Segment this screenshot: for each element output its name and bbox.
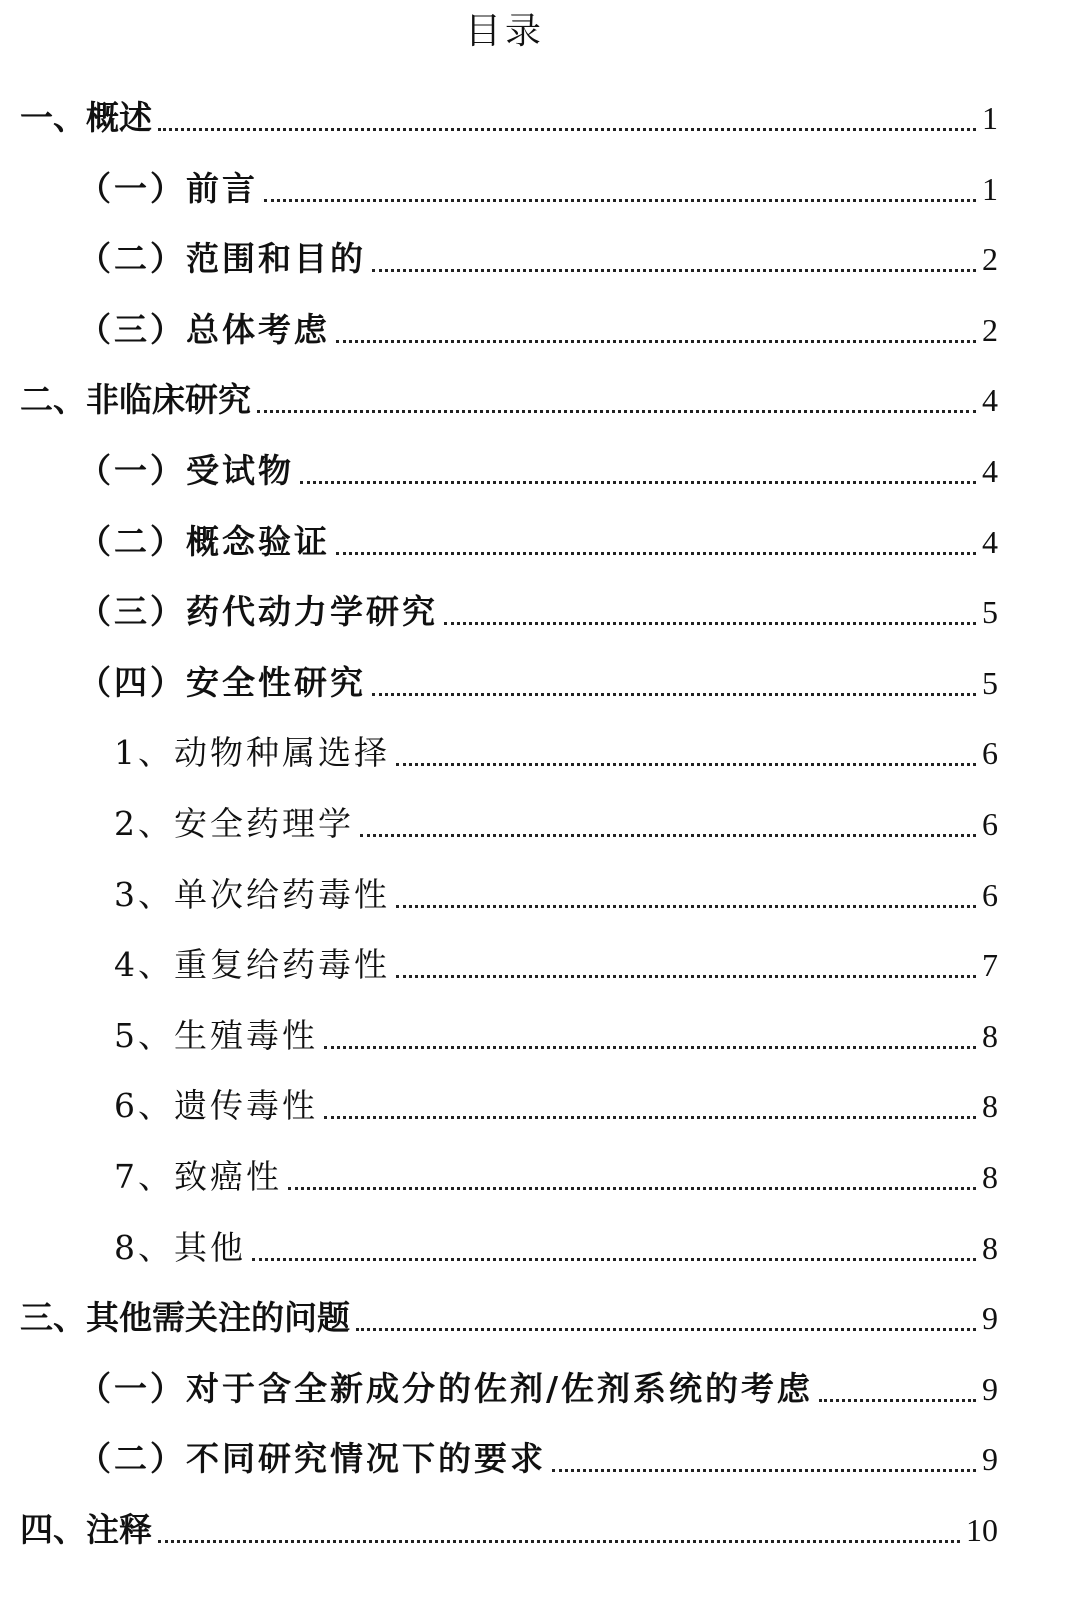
toc-entry-label: （一）受试物 — [78, 451, 294, 490]
toc-dot-leader — [288, 1187, 976, 1190]
toc-entry[interactable] — [0, 155, 998, 211]
toc-page-number: 8 — [982, 1159, 998, 1195]
toc-entry[interactable] — [0, 1355, 998, 1411]
toc-page-number: 1 — [982, 170, 998, 207]
toc-entry-label: （一）对于含全新成分的佐剂/佐剂系统的考虑 — [78, 1368, 814, 1408]
toc-entry-label: 二、非临床研究 — [20, 380, 251, 420]
toc-page-number: 5 — [982, 664, 998, 701]
toc-dot-leader — [158, 1540, 960, 1543]
toc-dot-leader — [396, 763, 976, 766]
toc-dot-leader — [819, 1399, 976, 1402]
toc-page-number: 8 — [982, 1088, 998, 1125]
toc-dot-leader — [552, 1469, 976, 1472]
toc-page-number: 4 — [982, 523, 998, 560]
toc-entry[interactable] — [0, 1284, 998, 1340]
toc-entry-label: 2、安全药理学 — [114, 804, 354, 843]
toc-entry-label: （一）前言 — [78, 168, 258, 208]
toc-page-number: 1 — [982, 100, 998, 136]
toc-page-number: 2 — [982, 241, 998, 278]
toc-entry-label: 6、遗传毒性 — [114, 1086, 318, 1126]
toc-dot-leader — [444, 622, 976, 625]
toc-entry-label: （二）不同研究情况下的要求 — [78, 1439, 546, 1479]
toc-dot-leader — [356, 1328, 976, 1331]
toc-entry[interactable] — [0, 578, 998, 634]
toc-page-number: 8 — [982, 1229, 998, 1266]
toc-entry[interactable] — [0, 1425, 998, 1481]
toc-entry[interactable] — [0, 366, 998, 422]
toc-entry[interactable] — [0, 296, 998, 352]
toc-entry-label: 8、其他 — [114, 1227, 246, 1267]
toc-dot-leader — [396, 905, 976, 908]
toc-dot-leader — [264, 199, 976, 202]
toc-dot-leader — [372, 693, 976, 696]
toc-page-number: 8 — [982, 1017, 998, 1054]
toc-page-number: 9 — [982, 1370, 998, 1407]
toc-title: 目录 — [464, 11, 545, 52]
toc-page-number: 9 — [982, 1300, 998, 1337]
toc-entry[interactable] — [0, 861, 998, 917]
toc-entry[interactable] — [0, 1496, 998, 1552]
toc-entry-label: 1、动物种属选择 — [114, 733, 390, 773]
toc-dot-leader — [252, 1258, 976, 1261]
toc-page-number: 9 — [982, 1441, 998, 1478]
toc-entry[interactable] — [0, 508, 998, 564]
toc-page-number: 4 — [982, 382, 998, 419]
toc-entry-label: 三、其他需关注的问题 — [20, 1298, 350, 1338]
toc-page-number: 5 — [982, 594, 998, 631]
toc-page-number: 10 — [966, 1512, 998, 1548]
toc-page-number: 4 — [982, 453, 998, 489]
toc-entry-label: （三）药代动力学研究 — [78, 592, 438, 632]
toc-dot-leader — [372, 269, 976, 272]
toc-entry-label: （三）总体考虑 — [78, 309, 330, 349]
toc-entry[interactable] — [0, 225, 998, 281]
toc-entry[interactable] — [0, 84, 998, 140]
toc-page-number: 6 — [982, 735, 998, 772]
toc-entry-label: （四）安全性研究 — [78, 662, 366, 702]
toc-page-number: 7 — [982, 947, 998, 984]
toc-entry-label: 5、生殖毒性 — [114, 1015, 318, 1055]
toc-entry[interactable] — [0, 1002, 998, 1058]
toc-dot-leader — [336, 340, 976, 343]
toc-entry-label: 7、致癌性 — [114, 1157, 282, 1196]
toc-page-number: 2 — [982, 311, 998, 348]
toc-entry-label: 4、重复给药毒性 — [114, 945, 390, 985]
toc-dot-leader — [300, 481, 976, 484]
toc-dot-leader — [324, 1046, 976, 1049]
toc-entry-label: 四、注释 — [20, 1510, 152, 1549]
toc-entry-label: （二）范围和目的 — [78, 239, 366, 279]
toc-dot-leader — [257, 410, 976, 413]
toc-entry-label: 3、单次给药毒性 — [114, 874, 390, 914]
toc-dot-leader — [158, 128, 976, 131]
toc-entry[interactable] — [0, 719, 998, 775]
toc-page-number: 6 — [982, 876, 998, 913]
toc-entry[interactable] — [0, 931, 998, 987]
toc-entry[interactable] — [0, 1143, 998, 1199]
toc-dot-leader — [324, 1116, 976, 1119]
toc-page-number: 6 — [982, 806, 998, 842]
toc-dot-leader — [360, 834, 976, 837]
toc-entry-label: 一、概述 — [20, 98, 152, 137]
toc-entry[interactable] — [0, 790, 998, 846]
toc-entry[interactable] — [0, 1214, 998, 1270]
toc-entry[interactable] — [0, 1072, 998, 1128]
toc-entry-label: （二）概念验证 — [78, 521, 330, 561]
toc-dot-leader — [336, 552, 976, 555]
toc-entry[interactable] — [0, 649, 998, 705]
toc-entry[interactable] — [0, 437, 998, 493]
toc-dot-leader — [396, 975, 976, 978]
